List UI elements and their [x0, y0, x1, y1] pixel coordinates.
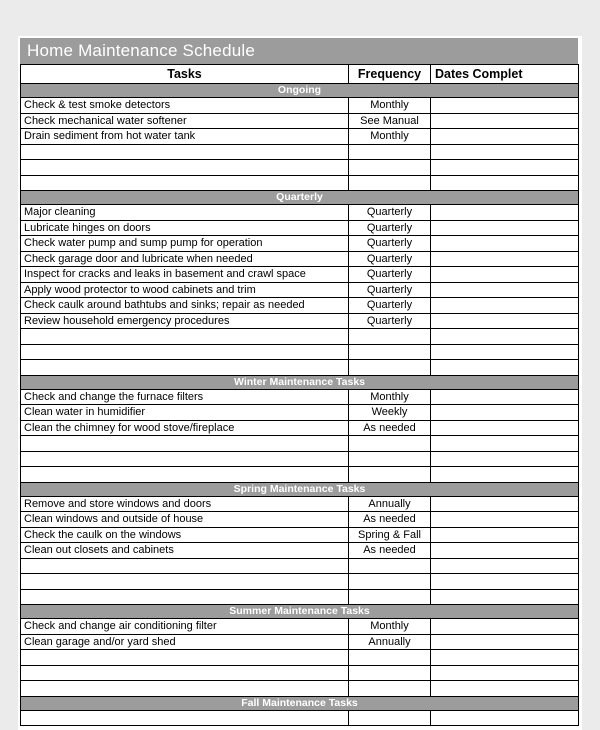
- task-cell-empty: [21, 589, 349, 605]
- empty-row: [21, 650, 579, 666]
- frequency-cell-empty: [349, 144, 431, 160]
- task-cell: Check garage door and lubricate when needed: [21, 251, 349, 267]
- section-title: Quarterly: [21, 191, 579, 205]
- frequency-cell-empty: [349, 160, 431, 176]
- date-completed-cell: [431, 298, 579, 314]
- frequency-cell-empty: [349, 589, 431, 605]
- frequency-cell-empty: [349, 436, 431, 452]
- task-row: [21, 251, 579, 267]
- date-completed-cell-empty: [431, 360, 579, 376]
- frequency-cell-empty: [349, 329, 431, 345]
- task-cell: Check & test smoke detectors: [21, 98, 349, 114]
- task-cell-empty: [21, 574, 349, 590]
- frequency-cell: Quarterly: [349, 205, 431, 221]
- frequency-cell: Monthly: [349, 129, 431, 145]
- task-row: [21, 220, 579, 236]
- task-row: [21, 496, 579, 512]
- section-title: Fall Maintenance Tasks: [21, 696, 579, 710]
- date-completed-cell: [431, 512, 579, 528]
- task-cell-empty: [21, 329, 349, 345]
- column-header-frequency: Frequency: [349, 65, 431, 84]
- empty-row: [21, 665, 579, 681]
- frequency-cell-empty: [349, 650, 431, 666]
- date-completed-cell-empty: [431, 650, 579, 666]
- frequency-cell: As needed: [349, 512, 431, 528]
- task-cell-empty: [21, 558, 349, 574]
- date-completed-cell-empty: [431, 589, 579, 605]
- task-row: [21, 527, 579, 543]
- task-cell: Check caulk around bathtubs and sinks; repair as needed: [21, 298, 349, 314]
- date-completed-cell: [431, 634, 579, 650]
- frequency-cell: Quarterly: [349, 267, 431, 283]
- task-row: [21, 619, 579, 635]
- frequency-cell-empty: [349, 681, 431, 697]
- date-completed-cell-empty: [431, 467, 579, 483]
- task-cell: Check the caulk on the windows: [21, 527, 349, 543]
- date-completed-cell-empty: [431, 451, 579, 467]
- date-completed-cell-empty: [431, 558, 579, 574]
- frequency-cell: Quarterly: [349, 282, 431, 298]
- task-cell-empty: [21, 710, 349, 726]
- page-title: Home Maintenance Schedule: [20, 38, 578, 64]
- empty-row: [21, 589, 579, 605]
- empty-row: [21, 681, 579, 697]
- date-completed-cell: [431, 205, 579, 221]
- task-cell: Apply wood protector to wood cabinets and trim: [21, 282, 349, 298]
- task-row: [21, 267, 579, 283]
- date-completed-cell-empty: [431, 144, 579, 160]
- section-title: Spring Maintenance Tasks: [21, 482, 579, 496]
- task-cell-empty: [21, 160, 349, 176]
- date-completed-cell: [431, 98, 579, 114]
- frequency-cell-empty: [349, 574, 431, 590]
- empty-row: [21, 710, 579, 726]
- frequency-cell: Quarterly: [349, 251, 431, 267]
- task-cell: Clean out closets and cabinets: [21, 543, 349, 559]
- frequency-cell: See Manual: [349, 113, 431, 129]
- empty-row: [21, 558, 579, 574]
- task-cell: Inspect for cracks and leaks in basement and crawl space: [21, 267, 349, 283]
- task-cell: Clean the chimney for wood stove/fireplace: [21, 420, 349, 436]
- column-header-row: [21, 65, 579, 84]
- date-completed-cell: [431, 313, 579, 329]
- date-completed-cell: [431, 496, 579, 512]
- task-row: [21, 282, 579, 298]
- date-completed-cell: [431, 113, 579, 129]
- date-completed-cell: [431, 220, 579, 236]
- empty-row: [21, 436, 579, 452]
- task-row: [21, 543, 579, 559]
- frequency-cell-empty: [349, 451, 431, 467]
- task-row: [21, 298, 579, 314]
- frequency-cell-empty: [349, 665, 431, 681]
- date-completed-cell: [431, 389, 579, 405]
- date-completed-cell: [431, 420, 579, 436]
- task-row: [21, 236, 579, 252]
- date-completed-cell-empty: [431, 681, 579, 697]
- frequency-cell-empty: [349, 710, 431, 726]
- empty-row: [21, 574, 579, 590]
- date-completed-cell-empty: [431, 436, 579, 452]
- section-header-row: [21, 375, 579, 389]
- date-completed-cell: [431, 405, 579, 421]
- column-header-dates-completed: Dates Complet: [431, 65, 579, 84]
- section-title: Ongoing: [21, 84, 579, 98]
- task-cell: Clean water in humidifier: [21, 405, 349, 421]
- frequency-cell: Monthly: [349, 389, 431, 405]
- date-completed-cell: [431, 251, 579, 267]
- date-completed-cell-empty: [431, 710, 579, 726]
- frequency-cell: Quarterly: [349, 236, 431, 252]
- task-cell-empty: [21, 436, 349, 452]
- frequency-cell-empty: [349, 360, 431, 376]
- task-row: [21, 98, 579, 114]
- task-cell: Remove and store windows and doors: [21, 496, 349, 512]
- frequency-cell: Quarterly: [349, 220, 431, 236]
- empty-row: [21, 344, 579, 360]
- frequency-cell: Annually: [349, 496, 431, 512]
- date-completed-cell: [431, 267, 579, 283]
- frequency-cell: Weekly: [349, 405, 431, 421]
- task-cell-empty: [21, 665, 349, 681]
- date-completed-cell: [431, 129, 579, 145]
- frequency-cell: Annually: [349, 634, 431, 650]
- date-completed-cell: [431, 236, 579, 252]
- frequency-cell: Spring & Fall: [349, 527, 431, 543]
- section-header-row: [21, 605, 579, 619]
- date-completed-cell: [431, 619, 579, 635]
- task-cell: Major cleaning: [21, 205, 349, 221]
- task-cell: Check and change the furnace filters: [21, 389, 349, 405]
- task-cell: Review household emergency procedures: [21, 313, 349, 329]
- frequency-cell: Quarterly: [349, 298, 431, 314]
- task-cell-empty: [21, 451, 349, 467]
- frequency-cell: Monthly: [349, 98, 431, 114]
- date-completed-cell-empty: [431, 665, 579, 681]
- task-cell-empty: [21, 344, 349, 360]
- empty-row: [21, 175, 579, 191]
- task-cell-empty: [21, 650, 349, 666]
- section-title: Summer Maintenance Tasks: [21, 605, 579, 619]
- frequency-cell-empty: [349, 558, 431, 574]
- task-cell: Check and change air conditioning filter: [21, 619, 349, 635]
- task-row: [21, 205, 579, 221]
- task-cell-empty: [21, 175, 349, 191]
- empty-row: [21, 360, 579, 376]
- frequency-cell: As needed: [349, 543, 431, 559]
- task-row: [21, 129, 579, 145]
- date-completed-cell-empty: [431, 160, 579, 176]
- date-completed-cell-empty: [431, 344, 579, 360]
- task-row: [21, 405, 579, 421]
- task-cell: Clean garage and/or yard shed: [21, 634, 349, 650]
- section-header-row: [21, 84, 579, 98]
- empty-row: [21, 160, 579, 176]
- task-row: [21, 420, 579, 436]
- document-page: [18, 36, 582, 730]
- date-completed-cell: [431, 527, 579, 543]
- date-completed-cell-empty: [431, 329, 579, 345]
- date-completed-cell: [431, 282, 579, 298]
- task-cell-empty: [21, 144, 349, 160]
- schedule-table: [20, 64, 579, 726]
- task-row: [21, 634, 579, 650]
- task-row: [21, 389, 579, 405]
- task-cell-empty: [21, 360, 349, 376]
- empty-row: [21, 329, 579, 345]
- column-header-tasks: Tasks: [21, 65, 349, 84]
- empty-row: [21, 467, 579, 483]
- date-completed-cell-empty: [431, 574, 579, 590]
- frequency-cell-empty: [349, 467, 431, 483]
- frequency-cell: Quarterly: [349, 313, 431, 329]
- frequency-cell-empty: [349, 175, 431, 191]
- task-cell-empty: [21, 681, 349, 697]
- task-cell: Check mechanical water softener: [21, 113, 349, 129]
- section-header-row: [21, 696, 579, 710]
- section-header-row: [21, 482, 579, 496]
- date-completed-cell: [431, 543, 579, 559]
- task-cell: Drain sediment from hot water tank: [21, 129, 349, 145]
- task-cell: Clean windows and outside of house: [21, 512, 349, 528]
- task-cell: Lubricate hinges on doors: [21, 220, 349, 236]
- section-header-row: [21, 191, 579, 205]
- task-row: [21, 113, 579, 129]
- frequency-cell: As needed: [349, 420, 431, 436]
- frequency-cell: Monthly: [349, 619, 431, 635]
- task-row: [21, 313, 579, 329]
- task-cell: Check water pump and sump pump for operation: [21, 236, 349, 252]
- frequency-cell-empty: [349, 344, 431, 360]
- section-title: Winter Maintenance Tasks: [21, 375, 579, 389]
- date-completed-cell-empty: [431, 175, 579, 191]
- task-row: [21, 512, 579, 528]
- empty-row: [21, 451, 579, 467]
- empty-row: [21, 144, 579, 160]
- task-cell-empty: [21, 467, 349, 483]
